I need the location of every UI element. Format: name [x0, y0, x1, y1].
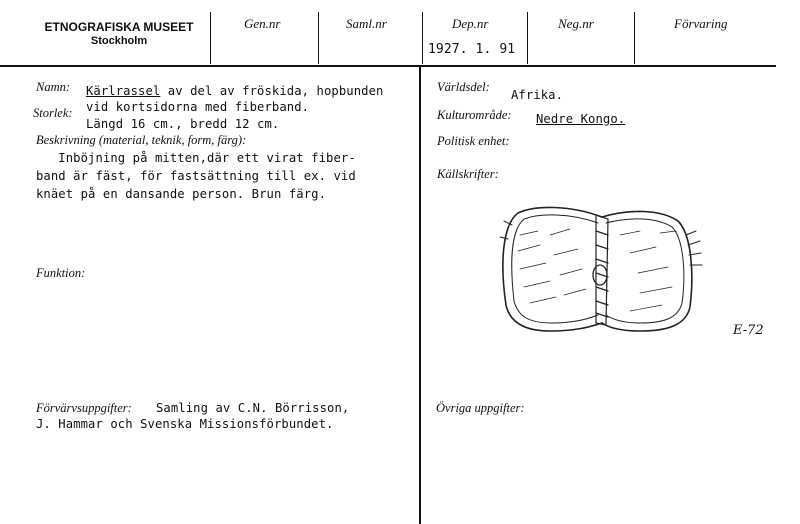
- neg-nr-label: Neg.nr: [558, 16, 594, 31]
- kulturomrade-value: Nedre Kongo.: [536, 112, 626, 126]
- gen-nr-label: Gen.nr: [244, 16, 281, 31]
- beskrivning-line: band är fäst, för fastsättning till ex. vid: [36, 169, 356, 183]
- politisk-label: Politisk enhet:: [437, 134, 510, 148]
- institution-city: Stockholm: [90, 35, 148, 47]
- funktion-label: Funktion:: [36, 266, 86, 280]
- storlek-label: Storlek:: [33, 106, 73, 120]
- ovriga-label: Övriga uppgifter:: [436, 401, 525, 415]
- forvaring-label: Förvaring: [674, 16, 728, 31]
- header-divider: [634, 12, 635, 64]
- institution-name: ETNOGRAFISKA MUSEET: [44, 20, 194, 34]
- column-divider: [419, 66, 421, 524]
- header-divider: [210, 12, 211, 64]
- forvarv-line2: J. Hammar och Svenska Missionsförbundet.: [36, 417, 334, 431]
- header-divider: [422, 12, 423, 64]
- kulturomrade-label: Kulturområde:: [437, 108, 512, 122]
- kallskrifter-label: Källskrifter:: [437, 167, 499, 181]
- rattle-sketch: [490, 195, 710, 345]
- namn-line2: vid kortsidorna med fiberband.: [86, 100, 310, 114]
- header-divider: [527, 12, 528, 64]
- header-rule: [0, 65, 776, 67]
- forvarv-label: Förvärvsuppgifter:: [36, 401, 132, 415]
- storlek-value: Längd 16 cm., bredd 12 cm.: [86, 117, 280, 131]
- namn-value: [86, 84, 384, 98]
- handwritten-note: E-72: [733, 323, 764, 338]
- varldsdel-label: Världsdel:: [437, 80, 490, 94]
- beskrivning-line: knäet på en dansande person. Brun färg.: [36, 187, 327, 201]
- institution-block: [34, 20, 204, 48]
- dep-nr-label: Dep.nr: [452, 16, 489, 31]
- namn-label: Namn:: [36, 80, 71, 94]
- beskrivning-line: Inböjning på mitten,där ett virat fiber-: [36, 151, 356, 165]
- forvarv-line1: Samling av C.N. Börrisson,: [156, 401, 350, 415]
- beskrivning-label: Beskrivning (material, teknik, form, färg):: [36, 133, 247, 147]
- dep-nr-value: 1927. 1. 91: [428, 42, 516, 57]
- varldsdel-value: Afrika.: [511, 88, 564, 102]
- header-divider: [318, 12, 319, 64]
- saml-nr-label: Saml.nr: [346, 16, 387, 31]
- namn-rest: av del av fröskida, hopbunden: [160, 84, 384, 98]
- namn-title: Kärlrassel: [86, 84, 161, 98]
